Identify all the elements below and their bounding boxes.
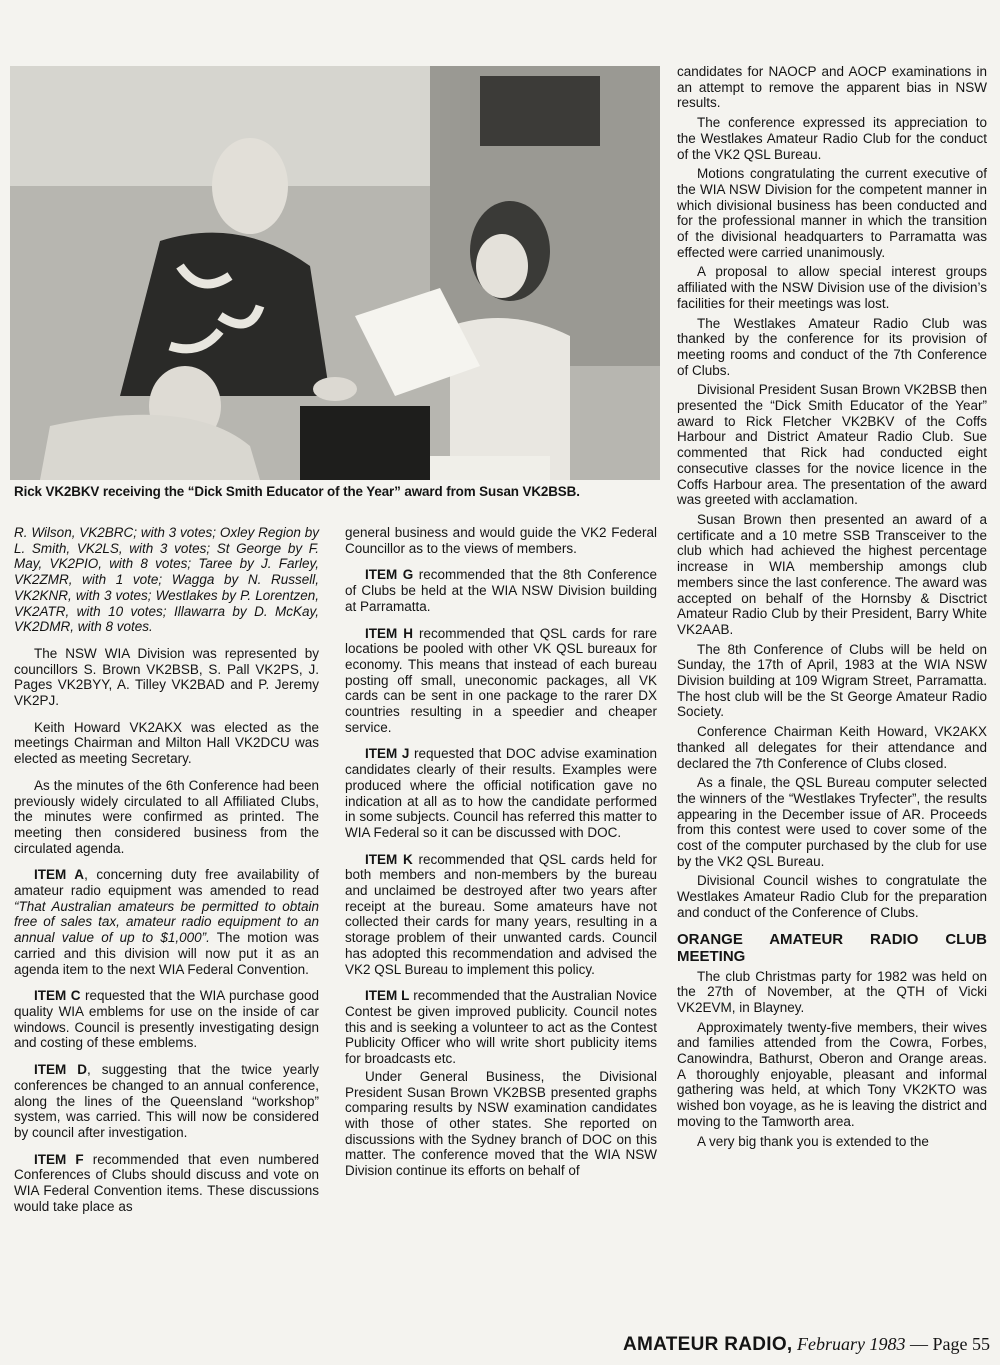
photo-caption: Rick VK2BKV receiving the “Dick Smith Educator of the Year” award from Susan VK2BSB.	[14, 484, 580, 499]
paragraph: Divisional President Susan Brown VK2BSB then presented the “Dick Smith Educator of the Year” award to Rick Fletcher VK2BKV of the Coffs Harbour and District Amateur Radio Club. Sue commented that Rick had conducted eight consecutive classes for the novice licence in the Coffs Harbour area. The presentation of the award was greeted with acclamation.	[677, 382, 987, 508]
item-quote: “That Australian amateurs be permitted to obtain free of sales tax, amateur radio equipment to an annual value of up to $1,000”.	[14, 898, 319, 946]
paragraph: Susan Brown then presented an award of a certificate and a 10 metre SSB Transceiver to the club which had achieved the highest percentage increase in WIA membership amongs club members since the last conference. The award was accepted on behalf of the Hornsby & Disctrict Amateur Radio Club by their President, Barry White VK2AAB.	[677, 511, 987, 637]
item-label: ITEM J	[365, 746, 410, 762]
item-text: , suggesting that the twice yearly conferences be changed to an annual conference, along the lines of the Queensland “workshop” system, was carried. This will now be considered by council after investigation.	[14, 1062, 319, 1140]
item-label: ITEM F	[34, 1151, 84, 1167]
paragraph: Keith Howard VK2AKX was elected as the meetings Chairman and Milton Hall VK2DCU was elected as meeting Secretary.	[14, 719, 319, 767]
item-text: recommended that the Australian Novice Contest be given improved publicity. Council notes this and is seeking a volunteer to act as the Contest Publicity Officer who will write short publicity items for broadcasts etc.	[345, 988, 657, 1067]
item-k-paragraph	[345, 852, 657, 978]
item-text: recommended that the 8th Conference of Clubs be held at the WIA NSW Division building at Parramatta.	[345, 567, 657, 614]
item-d-paragraph	[14, 1062, 319, 1141]
paragraph: The club Christmas party for 1982 was held on the 27th of November, at the QTH of Vicki VK2EVM, in Blayney.	[677, 968, 987, 1015]
photo-icon	[10, 66, 660, 480]
item-text: requested that the WIA purchase good quality WIA emblems for use on the inside of car windows. Council is presently investigating design and costing of these emblems.	[14, 988, 320, 1051]
item-a-paragraph	[14, 867, 319, 977]
page-footer	[520, 1333, 990, 1356]
item-label: ITEM C	[34, 988, 81, 1004]
item-text: recommended that QSL cards for rare locations be pooled with other VK QSL bureaux for economy. This means that instead of each bureau posting off small, uneconomic packages, all VK cards can be sent in one package to the rarer DX countries resulting in a speedier and cheaper service.	[345, 625, 657, 735]
item-label: ITEM H	[365, 625, 413, 641]
item-f-paragraph	[14, 1152, 319, 1215]
paragraph: general business and would guide the VK2 Federal Councillor as to the views of members.	[345, 525, 657, 556]
item-c-paragraph	[14, 988, 319, 1051]
paragraph: Under General Business, the Divisional President Susan Brown VK2BSB presented graphs comparing results by NSW examination candidates with those of other states. She reported on discussions with the Sydney branch of DOC on this matter. The conference moved that the WIA NSW Division continue its efforts on behalf of	[345, 1068, 657, 1179]
paragraph: Conference Chairman Keith Howard, VK2AKX thanked all delegates for their attendance and declared the 7th Conference of Clubs closed.	[677, 724, 987, 771]
section-heading: ORANGE AMATEUR RADIO CLUB MEETING	[677, 930, 987, 965]
paragraph: A proposal to allow special interest groups affiliated with the NSW Division use of the division’s facilities for their meetings was lost.	[677, 264, 987, 311]
paragraph: The NSW WIA Division was represented by councillors S. Brown VK2BSB, S. Pall VK2PS, J. Pages VK2BYY, A. Tilley VK2BAD and P. Jeremy VK2PJ.	[14, 645, 319, 709]
paragraph: The Westlakes Amateur Radio Club was thanked by the conference for its provision of meeting rooms and conduct of the 7th Conference of Clubs.	[677, 315, 987, 378]
item-label: ITEM A	[34, 867, 85, 883]
column-3	[677, 64, 987, 1153]
paragraph: Approximately twenty-five members, their wives and families attended from the Cowra, Forbes, Canowindra, Bathurst, Oberon and Orange areas. A thoroughly enjoyable, pleasant and informal gathering was held, at which Tony VK2KTO was wished bon voyage, as he is leaving the district and moving to the Tamworth area.	[677, 1019, 987, 1129]
page-number: — Page 55	[910, 1334, 990, 1354]
item-text: recommended that QSL cards held for both members and non-members by the bureau and unclaimed be destroyed after two years after receipt at the bureau. Some amateurs have not collected their cards for many years, resulting in a storage problem of their unwanted cards. Council has adopted this recommendation and advised the VK2 QSL Bureau to implement this policy.	[345, 851, 657, 977]
paragraph: Divisional Council wishes to congratulate the Westlakes Amateur Radio Club for the preparation and conduct of the Conference of Clubs.	[677, 873, 987, 920]
magazine-name: AMATEUR RADIO,	[622, 1334, 793, 1355]
item-label: ITEM G	[365, 567, 414, 583]
paragraph: The 8th Conference of Clubs will be held on Sunday, the 17th of April, 1983 at the WIA NSW Division building at 109 Wigram Street, Parramatta. The host club will be the St George Amateur Radio Society.	[677, 641, 987, 720]
item-text: requested that DOC advise examination candidates clearly of their results. Examples were produced where the official notification gave no indication at all as to how the candidate performed in some subjects. Council has referred this matter to WIA Federal so it can be discussed with DOC.	[345, 746, 657, 840]
paragraph: candidates for NAOCP and AOCP examinations in an attempt to remove the apparent bias in NSW results.	[677, 64, 987, 111]
item-text: , concerning duty free availability of amateur radio equipment was amended to read	[14, 867, 319, 899]
item-j-paragraph	[345, 746, 657, 840]
item-label: ITEM K	[365, 851, 413, 867]
issue-date: February 1983	[797, 1334, 906, 1354]
item-label: ITEM L	[365, 988, 410, 1004]
item-text: recommended that even numbered Conferences of Clubs should discuss and vote on WIA Federal Convention items. These discussions would take place as	[14, 1151, 319, 1214]
item-g-paragraph	[345, 567, 657, 614]
award-photo	[10, 66, 660, 480]
item-h-paragraph	[345, 626, 657, 736]
item-text: The motion was carried and this division will now put it as an agenda item to the next WIA Federal Convention.	[14, 930, 319, 977]
paragraph: Motions congratulating the current executive of the WIA NSW Division for the competent manner in which divisional business has been conducted and for the professional manner in which the transition of the divisional headquarters to Parramatta was effected were carried unanimously.	[677, 166, 987, 260]
paragraph: As the minutes of the 6th Conference had been previously widely circulated to all Affiliated Clubs, the minutes were confirmed as printed. The meeting then considered business from the circulated agenda.	[14, 777, 319, 856]
paragraph: As a finale, the QSL Bureau computer selected the winners of the “Westlakes Tryfecter”, the results appearing in the December issue of AR. Proceeds from this contest were used to cover some of the cost of the computer purchased by the club for use by the VK2 QSL Bureau.	[677, 775, 987, 869]
votes-paragraph: R. Wilson, VK2BRC; with 3 votes; Oxley Region by L. Smith, VK2LS, with 3 votes; St George by F. May, VK2PIO, with 8 votes; Taree by J. Farley, VK2ZMR, with 1 vote; Wagga by N. Russell, VK2KNR, with 3 votes; Westlakes by P. Lorentzen, VK2ATR, with 10 votes; Illawarra by D. McKay, VK2DMR, with 8 votes.	[14, 525, 319, 635]
column-2	[345, 525, 657, 1190]
item-label: ITEM D	[34, 1062, 87, 1078]
item-l-paragraph	[345, 988, 657, 1067]
paragraph: A very big thank you is extended to the	[697, 1133, 929, 1149]
paragraph: The conference expressed its appreciation to the Westlakes Amateur Radio Club for the conduct of the VK2 QSL Bureau.	[677, 115, 987, 162]
column-1	[14, 525, 319, 1225]
